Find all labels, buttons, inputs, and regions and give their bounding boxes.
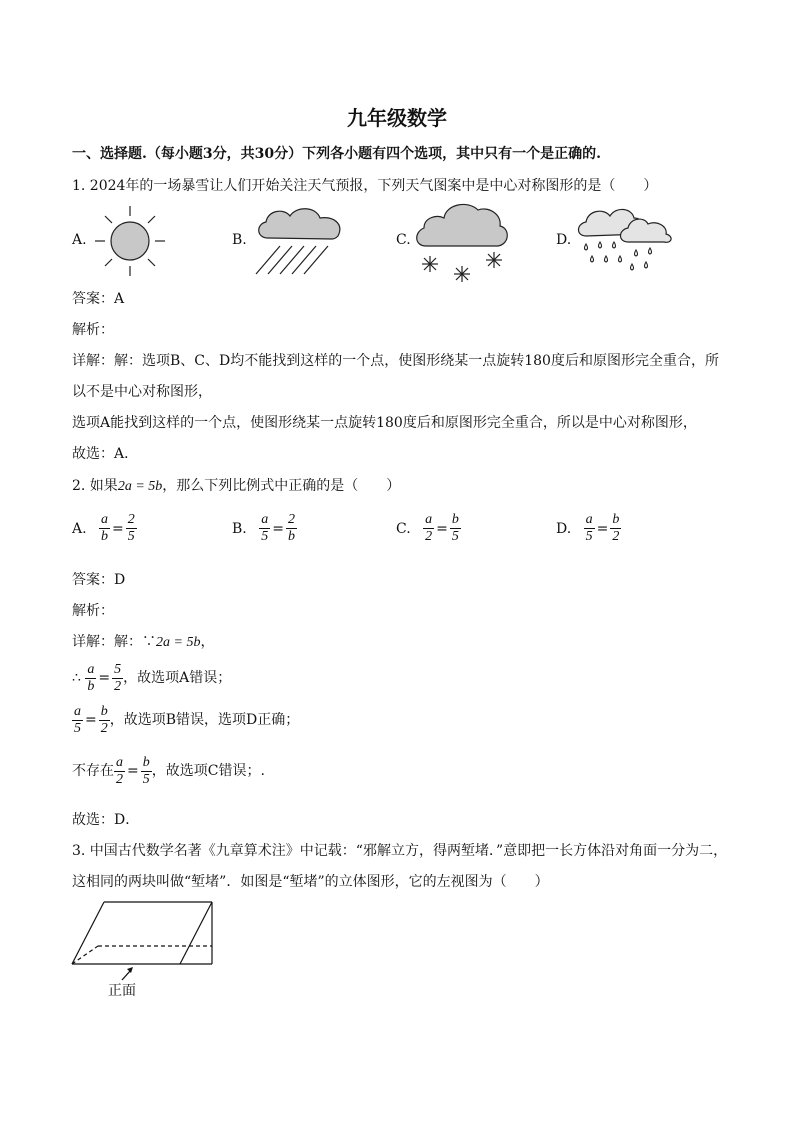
denominator: b xyxy=(287,529,295,544)
denominator: 2 xyxy=(114,678,122,694)
equals-sign: = xyxy=(85,712,97,728)
q2-option-d-label: D. xyxy=(556,520,572,537)
q1-option-a-label: A. xyxy=(72,232,87,248)
q2-line4-text: ，故选项C错误；. xyxy=(151,763,265,779)
front-view-label: 正面 xyxy=(108,983,136,999)
numerator: a xyxy=(74,703,81,719)
denominator: 5 xyxy=(142,771,150,787)
q1-detail-line2: 以不是中心对称图形， xyxy=(72,384,212,400)
qiandu-solid-figure xyxy=(68,896,220,972)
q1-option-b-label: B. xyxy=(232,232,247,248)
denominator: 5 xyxy=(261,529,269,544)
q2-option-b xyxy=(232,512,297,545)
q2-line4-prefix: 不存在 xyxy=(72,763,114,779)
fraction xyxy=(114,755,125,788)
q1-option-c-label: C. xyxy=(396,232,411,248)
fraction xyxy=(85,662,96,695)
q2-detail-line3 xyxy=(72,702,299,738)
q2-line3-text: ，故选项B错误，选项D正确； xyxy=(109,712,300,728)
q3-stem-line2: 这相同的两块叫做“堑堵”．如图是“堑堵”的立体图形，它的左视图为（ ） xyxy=(72,874,549,890)
equals-sign: = xyxy=(436,520,448,537)
equals-sign: = xyxy=(112,520,124,537)
q2-option-b-label: B. xyxy=(232,520,247,537)
q1-stem: 1. 2024年的一场暴雪让人们开始关注天气预报，下列天气图案中是中心对称图形的是（ ） xyxy=(72,178,658,194)
q1-answer: 答案：A xyxy=(72,291,125,307)
denominator: 5 xyxy=(74,720,81,736)
q2-detail-equation: 2a = 5b xyxy=(156,635,201,650)
therefore-symbol: ∴ xyxy=(72,670,81,686)
equals-sign: = xyxy=(98,670,111,686)
cloud-rain-drops-icon xyxy=(576,204,676,278)
q2-stem-suffix: ，那么下列比例式中正确的是（ ） xyxy=(162,478,401,494)
q2-choose: 故选：D． xyxy=(72,812,140,828)
numerator: a xyxy=(425,512,433,527)
denominator: b xyxy=(87,678,95,694)
denominator: 5 xyxy=(585,529,593,544)
q2-detail-line2 xyxy=(72,660,231,696)
q1-option-d-label: D. xyxy=(556,232,572,248)
fraction xyxy=(141,755,152,788)
numerator: a xyxy=(585,512,593,527)
q2-detail-line1 xyxy=(72,632,214,653)
numerator: 2 xyxy=(287,512,295,527)
fraction xyxy=(610,512,621,545)
q1-detail-line3: 选项A能找到这样的一个点，使图形绕某一点旋转180度后和原图形完全重合，所以是中心对称图形， xyxy=(72,415,697,431)
fraction xyxy=(423,512,434,545)
numerator: a xyxy=(116,754,123,770)
q2-analysis-label: 解析： xyxy=(72,603,114,619)
equals-sign: = xyxy=(596,520,609,537)
denominator: 2 xyxy=(612,529,620,544)
fraction xyxy=(286,512,297,545)
q2-option-a-label: A. xyxy=(72,520,87,537)
fraction xyxy=(126,512,137,545)
q1-detail-line1: 详解：解：选项B、C、D均不能找到这样的一个点，使图形绕某一点旋转180度后和原图形完全重合，所 xyxy=(72,353,719,369)
q2-answer: 答案：D xyxy=(72,572,126,588)
numerator: a xyxy=(87,661,95,677)
q2-detail-prefix: 详解：解： xyxy=(72,634,142,650)
q2-stem xyxy=(72,476,400,497)
numerator: a xyxy=(261,512,269,527)
numerator: 2 xyxy=(127,512,135,527)
fraction xyxy=(99,704,110,737)
denominator: 2 xyxy=(100,720,108,736)
q2-option-d xyxy=(556,512,621,545)
denominator: 2 xyxy=(425,529,433,544)
q2-option-c-label: C. xyxy=(396,520,411,537)
denominator: 2 xyxy=(116,771,123,787)
fraction xyxy=(72,704,83,737)
numerator: b xyxy=(142,754,150,770)
denominator: b xyxy=(101,529,109,544)
fraction xyxy=(450,512,461,545)
page-title: 九年级数学 xyxy=(347,106,447,130)
denominator: 5 xyxy=(451,529,459,544)
fraction xyxy=(584,512,595,545)
fraction xyxy=(99,512,110,545)
numerator: b xyxy=(100,703,108,719)
rain-cloud-icon xyxy=(250,206,350,278)
q2-detail-comma: ， xyxy=(200,634,215,650)
q2-stem-equation: 2a = 5b xyxy=(117,479,163,494)
because-symbol: ∵ xyxy=(142,634,156,650)
snow-cloud-icon xyxy=(412,200,512,282)
numerator: b xyxy=(612,512,620,527)
fraction xyxy=(259,512,270,545)
numerator: b xyxy=(451,512,459,527)
denominator: 5 xyxy=(127,529,135,544)
q2-option-c xyxy=(396,512,461,545)
equals-sign: = xyxy=(127,763,139,779)
q3-stem-line1: 3. 中国古代数学名著《九章算术注》中记载：“邪解立方，得两堑堵．”意即把一长方体沿对角面一分为二， xyxy=(72,843,728,859)
sun-icon xyxy=(92,204,172,276)
q2-detail-line4 xyxy=(72,753,265,789)
numerator: a xyxy=(101,512,109,527)
q1-analysis-label: 解析： xyxy=(72,322,114,338)
equals-sign: = xyxy=(272,520,284,537)
section-heading: 一、选择题.（每小题3分，共30分）下列各小题有四个选项，其中只有一个是正确的. xyxy=(72,146,601,162)
fraction xyxy=(112,662,123,695)
q2-stem-prefix: 2. 如果 xyxy=(72,478,118,494)
q2-option-a xyxy=(72,512,137,545)
q2-line2-text: ，故选项A错误； xyxy=(123,670,232,686)
q1-choose: 故选：A． xyxy=(72,446,139,462)
numerator: 5 xyxy=(114,661,122,677)
